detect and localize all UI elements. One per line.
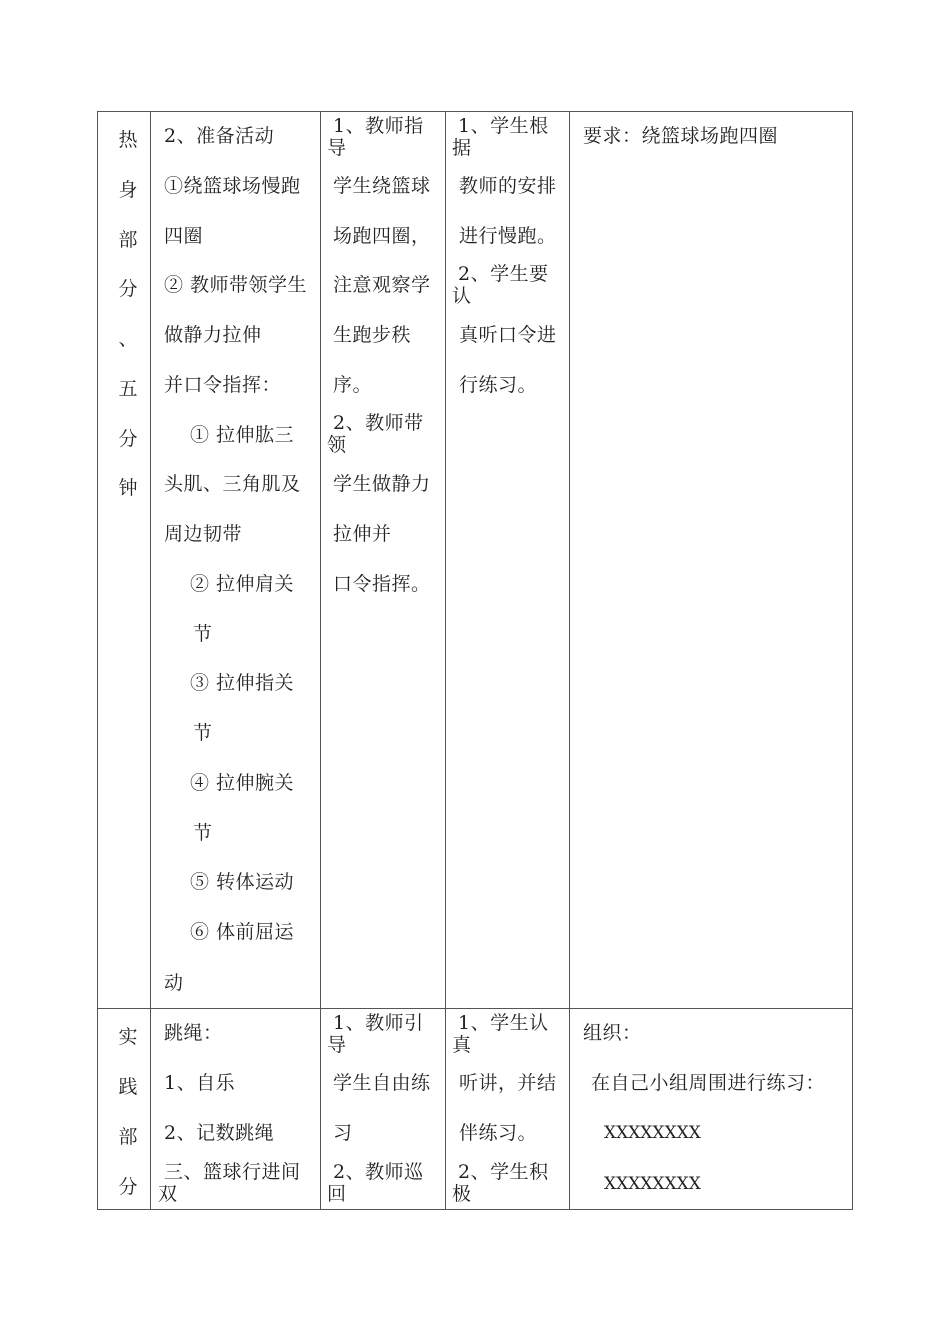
student-line: 进行慢跑。 [459, 225, 557, 247]
section-label-char: 热 [118, 129, 138, 151]
teacher-line: 口令指挥。 [333, 573, 431, 595]
section-label-char: 践 [118, 1076, 138, 1098]
section-label-char: 分 [118, 428, 138, 450]
section-label-char: 钟 [118, 477, 138, 499]
content-line: 动 [164, 972, 184, 994]
requirement-line: 在自己小组周围进行练习： [591, 1072, 826, 1094]
column-divider [445, 111, 446, 1210]
content-line: 2、记数跳绳 [164, 1122, 275, 1144]
teacher-line: 学生做静力 [333, 473, 431, 495]
content-line: 节 [193, 623, 213, 645]
teacher-line: 1、教师引 [333, 1012, 424, 1034]
teacher-line: 回 [327, 1183, 347, 1205]
content-line: 三、篮球行进间 [164, 1161, 301, 1183]
student-line: 真听口令进 [459, 324, 557, 346]
formation-line: XXXXXXXX [604, 1174, 701, 1194]
content-line: ①绕篮球场慢跑 [164, 175, 301, 197]
content-line: 并口令指挥： [164, 374, 282, 396]
table-border-top [97, 111, 853, 112]
student-line: 真 [452, 1034, 472, 1056]
student-line: 认 [452, 285, 472, 307]
teacher-line: 拉伸并 [333, 523, 392, 545]
content-line: 做静力拉伸 [164, 324, 262, 346]
teacher-line: 导 [327, 137, 347, 159]
content-line: ④ 拉伸腕关 [190, 772, 295, 794]
content-line: 节 [193, 822, 213, 844]
table-border-left [97, 111, 98, 1210]
content-line: 节 [193, 722, 213, 744]
content-line: ① 拉伸肱三 [190, 424, 295, 446]
student-line: 2、学生要 [458, 263, 549, 285]
teacher-line: 序。 [333, 374, 373, 396]
section-label-char: 五 [118, 378, 138, 400]
content-line: ② 拉伸肩关 [190, 573, 295, 595]
teacher-line: 2、教师巡 [333, 1161, 424, 1183]
teacher-line: 习 [333, 1122, 353, 1144]
content-line: ⑥ 体前屈运 [190, 921, 295, 943]
column-divider [569, 111, 570, 1210]
content-line: ② 教师带领学生 [164, 274, 308, 296]
student-line: 听讲，并结 [459, 1072, 557, 1094]
section-label-char: 分 [118, 1176, 138, 1198]
content-line: ⑤ 转体运动 [190, 871, 295, 893]
section-label-char: 实 [118, 1026, 138, 1048]
section-label-char: 、 [118, 328, 138, 350]
teacher-line: 学生自由练 [333, 1072, 431, 1094]
section-label-char: 分 [118, 278, 138, 300]
content-line: 跳绳： [164, 1022, 223, 1044]
student-line: 极 [452, 1183, 472, 1205]
section-label-char: 身 [118, 179, 138, 201]
content-line: 周边韧带 [164, 523, 243, 545]
content-line: ③ 拉伸指关 [190, 672, 295, 694]
student-line: 伴练习。 [459, 1122, 538, 1144]
student-line: 行练习。 [459, 374, 538, 396]
content-line: 1、自乐 [164, 1072, 236, 1094]
column-divider [320, 111, 321, 1210]
formation-line: XXXXXXXX [604, 1123, 701, 1143]
content-line: 头肌、三角肌及 [164, 473, 301, 495]
teacher-line: 导 [327, 1034, 347, 1056]
student-line: 教师的安排 [459, 175, 557, 197]
table-border-bottom [97, 1209, 853, 1210]
row-divider [97, 1008, 853, 1009]
requirement-line: 要求：绕篮球场跑四圈 [583, 125, 779, 147]
teacher-line: 生跑步秩 [333, 324, 412, 346]
section-label-char: 部 [118, 229, 138, 251]
student-line: 2、学生积 [458, 1161, 549, 1183]
content-line: 四圈 [164, 225, 204, 247]
student-line: 1、学生根 [458, 115, 549, 137]
requirement-line: 组织： [583, 1022, 642, 1044]
table-border-right [852, 111, 853, 1210]
teacher-line: 场跑四圈， [333, 225, 431, 247]
student-line: 1、学生认 [458, 1012, 549, 1034]
teacher-line: 2、教师带 [333, 412, 424, 434]
student-line: 据 [452, 137, 472, 159]
content-line: 双 [158, 1183, 178, 1205]
teacher-line: 1、教师指 [333, 115, 424, 137]
teacher-line: 注意观察学 [333, 274, 431, 296]
teacher-line: 领 [327, 434, 347, 456]
section-label-char: 部 [118, 1126, 138, 1148]
content-line: 2、准备活动 [164, 125, 275, 147]
teacher-line: 学生绕篮球 [333, 175, 431, 197]
